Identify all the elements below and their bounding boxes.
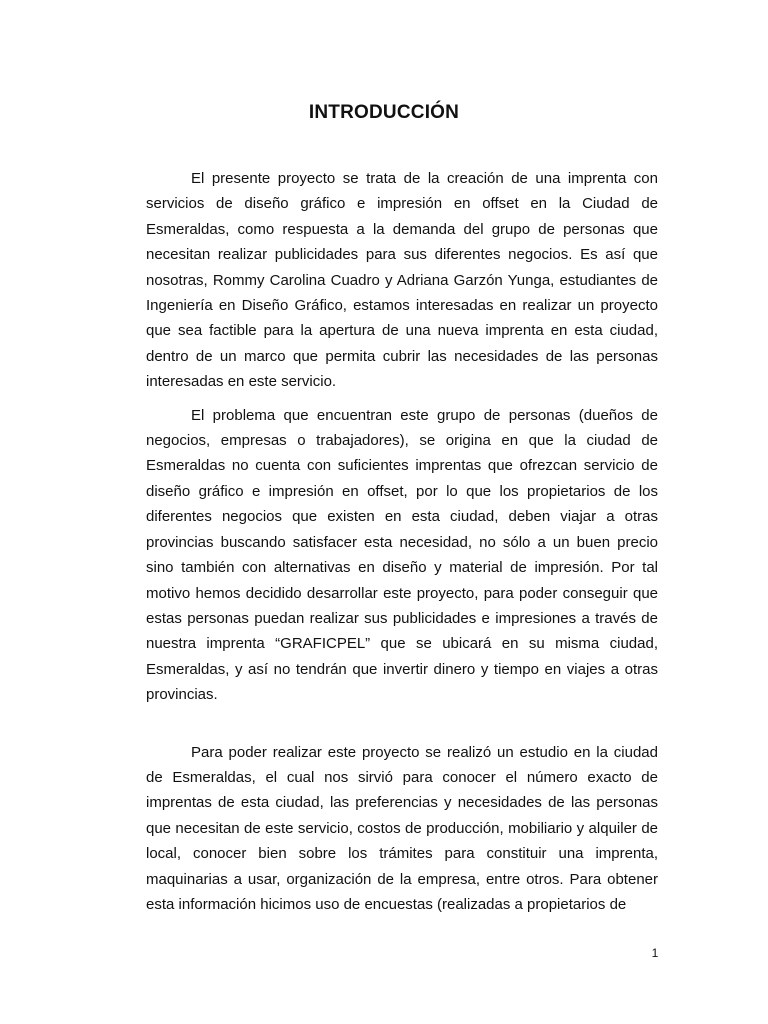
page-title: INTRODUCCIÓN [308,102,460,123]
paragraph-3: Para poder realizar este proyecto se realizó un estudio en la ciudad de Esmeraldas, el cual nos sirvió para conocer el número exacto de imprentas de esta ciudad, las preferencias y necesidades de las personas que necesitan de este servicio, costos de producción, mobiliario y alquiler de local, conocer bien sobre los trámites para constituir una imprenta, maquinarias a usar, organización de la empresa, entre otros. Para obtener esta información hicimos uso de encuestas (realizadas a propietarios de [146,743,658,913]
document-body [146,166,658,917]
paragraph-1: El presente proyecto se trata de la creación de una imprenta con servicios de diseño gráfico e impresión en offset en la Ciudad de Esmeraldas, como respuesta a la demanda del grupo de personas que necesitan realizar publicidades para sus diferentes negocios. Es así que nosotras, Rommy Carolina Cuadro y Adriana Garzón Yunga, estudiantes de Ingeniería en Diseño Gráfico, estamos interesadas en realizar un proyecto que sea factible para la apertura de una nueva imprenta en esta ciudad, dentro de un marco que permita cubrir las necesidades de las personas interesadas en este servicio. [146,170,658,391]
paragraph-2: El problema que encuentran este grupo de personas (dueños de negocios, empresas o trabajadores), se origina en que la ciudad de Esmeraldas no cuenta con suficientes imprentas que ofrezcan servicio de diseño gráfico e impresión en offset, por lo que los propietarios de los diferentes negocios que existen en esta ciudad, deben viajar a otras provincias buscando satisfacer esta necesidad, no sólo a un buen precio sino también con alternativas en diseño y material de impresión. Por tal motivo hemos decidido desarrollar este proyecto, para poder conseguir que estas personas puedan realizar sus publicidades e impresiones a través de nuestra imprenta “GRAFICPEL” que se ubicará en su misma ciudad, Esmeraldas, y así no tendrán que invertir dinero y tiempo en viajes a otras provincias. [146,406,658,704]
page-number: 1 [651,946,659,960]
